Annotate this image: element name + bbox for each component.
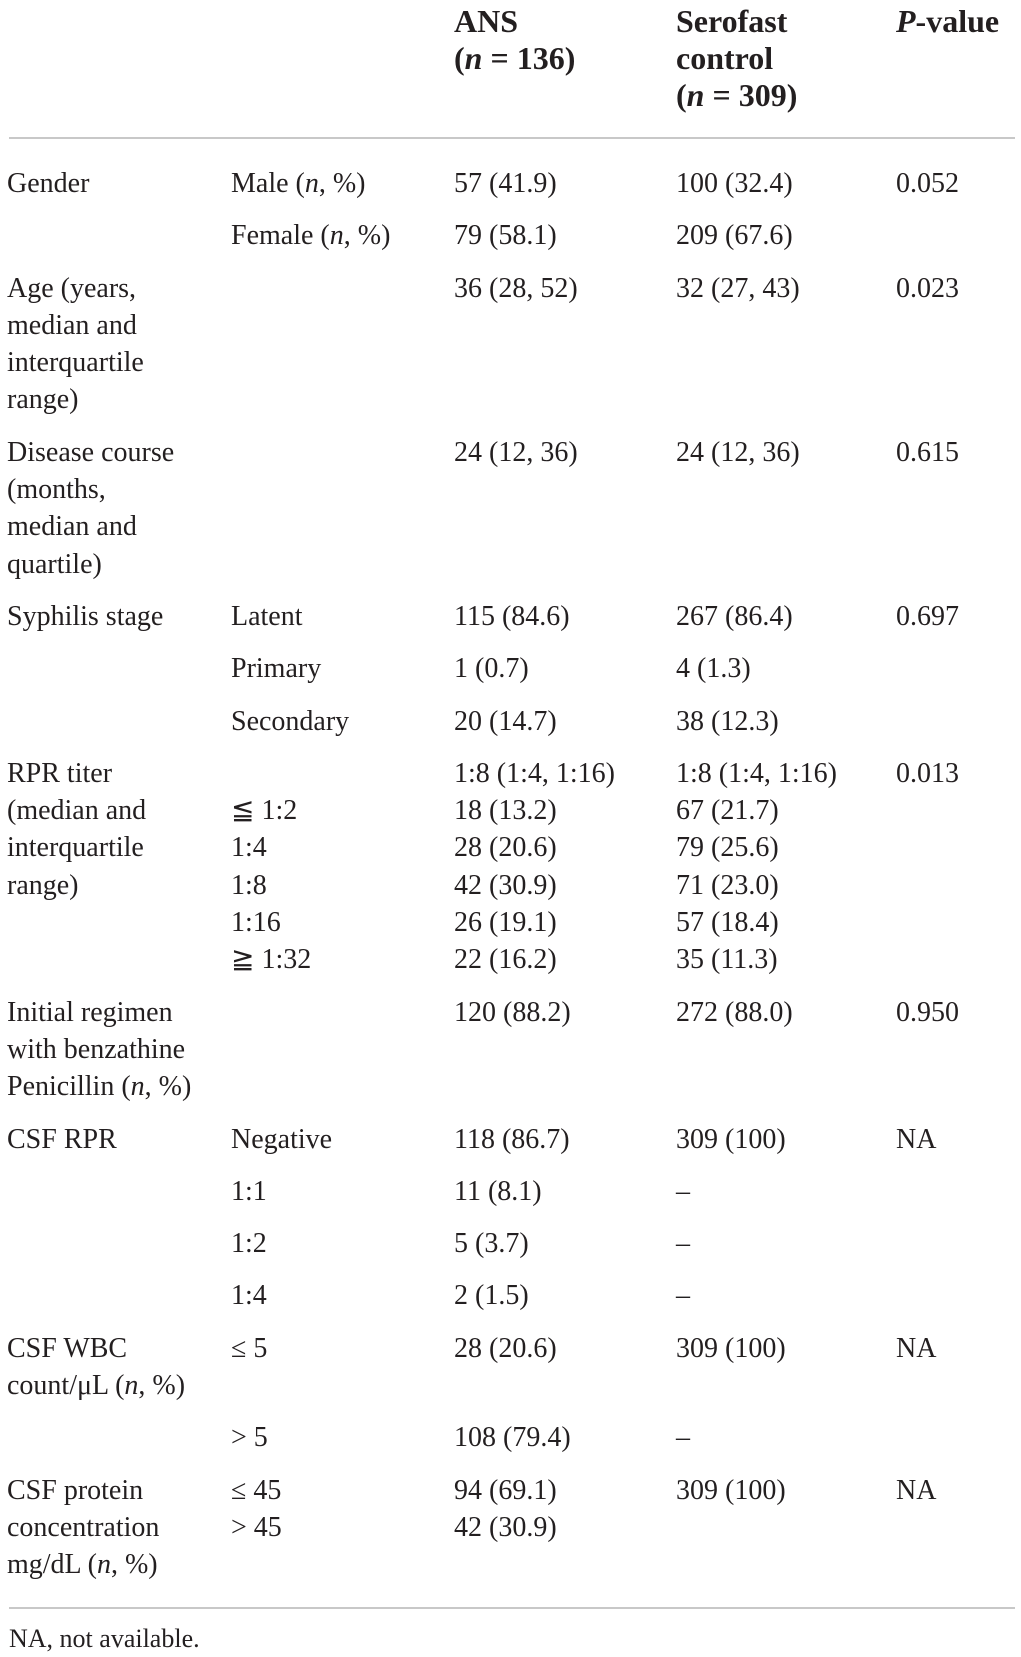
ans-cell (454, 1225, 676, 1277)
p-value: NA (896, 1332, 937, 1364)
characteristic-line: Disease course (7, 436, 175, 468)
control-cell (676, 434, 896, 598)
p-value-cell (896, 1330, 1021, 1420)
ans-value: 79 (58.1) (454, 220, 557, 252)
table-row (0, 1225, 1021, 1277)
p-value: 0.615 (896, 436, 959, 468)
control-cell (676, 598, 896, 650)
characteristic-cell (0, 703, 231, 755)
table-row (0, 1472, 1021, 1599)
characteristic-line: CSF protein (7, 1474, 144, 1506)
ans-value: 24 (12, 36) (454, 436, 578, 468)
ans-value: 42 (30.9) (454, 1511, 557, 1543)
category-cell (231, 994, 454, 1121)
control-cell (676, 1277, 896, 1329)
category-line: 1:1 (231, 1175, 267, 1207)
header-ans-title: ANS (454, 3, 519, 39)
control-value: – (676, 1228, 690, 1260)
characteristic-cell (0, 1225, 231, 1277)
control-cell (676, 650, 896, 702)
control-cell (676, 217, 896, 269)
category-line: ≤ 45 (231, 1474, 282, 1506)
table-row (0, 1330, 1021, 1420)
ans-value: 42 (30.9) (454, 869, 557, 901)
header-control-title-line1: Serofast (676, 3, 788, 39)
ans-value: 2 (1.5) (454, 1280, 529, 1312)
category-cell (231, 1419, 454, 1471)
p-value-cell (896, 1419, 1021, 1471)
category-line: Male (n, %) (231, 168, 366, 199)
characteristic-cell (0, 165, 231, 217)
control-cell (676, 994, 896, 1121)
category-line: 1:4 (231, 832, 267, 864)
p-value-cell (896, 434, 1021, 598)
ans-value: 5 (3.7) (454, 1228, 529, 1260)
header-control-n: (n = 309) (676, 77, 798, 113)
table-row (0, 650, 1021, 702)
category-line: ≤ 5 (231, 1332, 268, 1364)
characteristic-line: RPR titer (7, 757, 113, 789)
category-cell (231, 703, 454, 755)
category-line: Latent (231, 600, 303, 632)
ans-cell (454, 598, 676, 650)
characteristic-line: Initial regimen (7, 996, 173, 1028)
ans-value: 20 (14.7) (454, 705, 557, 737)
table-row (0, 1173, 1021, 1225)
characteristic-cell (0, 650, 231, 702)
characteristic-line: (median and (7, 795, 147, 827)
category-cell (231, 650, 454, 702)
table-row (0, 217, 1021, 269)
ans-value: 1:8 (1:4, 1:16) (454, 757, 615, 789)
ans-cell (454, 755, 676, 994)
p-value: 0.950 (896, 996, 959, 1028)
category-line: ≧ 1:32 (231, 944, 312, 976)
characteristic-line: Penicillin (n, %) (7, 1071, 192, 1103)
characteristic-cell (0, 994, 231, 1121)
category-line: Female (n, %) (231, 220, 391, 252)
control-cell (676, 703, 896, 755)
ans-cell (454, 434, 676, 598)
category-line: Primary (231, 653, 322, 685)
table-row (0, 1121, 1021, 1173)
p-value: 0.013 (896, 757, 959, 789)
control-value: – (676, 1175, 690, 1207)
category-line: > 5 (231, 1422, 268, 1454)
p-value-cell (896, 1472, 1021, 1599)
ans-cell (454, 217, 676, 269)
ans-cell (454, 165, 676, 217)
category-line: 1:2 (231, 1228, 267, 1260)
control-cell (676, 1419, 896, 1471)
control-value: 38 (12.3) (676, 705, 779, 737)
control-cell (676, 270, 896, 434)
control-value: 1:8 (1:4, 1:16) (676, 757, 837, 789)
characteristic-line: interquartile (7, 832, 144, 864)
control-cell (676, 1173, 896, 1225)
category-cell (231, 217, 454, 269)
header-p-value (896, 3, 999, 40)
category-cell (231, 434, 454, 598)
p-value-cell (896, 598, 1021, 650)
characteristic-line: CSF RPR (7, 1123, 117, 1155)
characteristic-line: range) (7, 384, 79, 416)
ans-value: 115 (84.6) (454, 600, 570, 632)
table-row (0, 1277, 1021, 1329)
header-control-title-line2: control (676, 40, 774, 76)
p-value: NA (896, 1123, 937, 1155)
category-cell (231, 1472, 454, 1599)
ans-value: 94 (69.1) (454, 1474, 557, 1506)
control-value: 209 (67.6) (676, 220, 793, 252)
characteristic-cell (0, 1277, 231, 1329)
characteristic-line: (months, (7, 474, 106, 506)
category-line: Negative (231, 1123, 333, 1155)
characteristic-cell (0, 1121, 231, 1173)
p-value: 0.052 (896, 168, 959, 199)
p-value-cell (896, 703, 1021, 755)
data-table (0, 165, 1021, 1599)
ans-cell (454, 1121, 676, 1173)
ans-cell (454, 1419, 676, 1471)
footer-rule (9, 1607, 1015, 1609)
characteristic-line: count/μL (n, %) (7, 1370, 186, 1402)
ans-value: 28 (20.6) (454, 1332, 557, 1364)
p-value: 0.023 (896, 272, 959, 304)
control-value: 67 (21.7) (676, 795, 779, 827)
characteristic-cell (0, 1419, 231, 1471)
ans-value: 36 (28, 52) (454, 272, 578, 304)
ans-cell (454, 1173, 676, 1225)
characteristic-cell (0, 270, 231, 434)
ans-value: 57 (41.9) (454, 168, 557, 199)
characteristic-line: with benzathine (7, 1033, 186, 1065)
control-value: 79 (25.6) (676, 832, 779, 864)
characteristic-line: Age (years, (7, 272, 137, 304)
p-value-cell (896, 994, 1021, 1121)
ans-value: 11 (8.1) (454, 1175, 542, 1207)
control-value: 309 (100) (676, 1123, 786, 1155)
characteristic-line: interquartile (7, 347, 144, 379)
control-value: 272 (88.0) (676, 996, 793, 1028)
table-row (0, 598, 1021, 650)
control-value: 309 (100) (676, 1332, 786, 1364)
p-value-cell (896, 1121, 1021, 1173)
control-value: 100 (32.4) (676, 168, 793, 199)
control-value: – (676, 1422, 690, 1454)
table-row (0, 434, 1021, 598)
characteristic-line: median and (7, 309, 137, 341)
control-cell (676, 1330, 896, 1420)
control-value: 309 (100) (676, 1474, 786, 1506)
control-value: 267 (86.4) (676, 600, 793, 632)
control-cell (676, 1225, 896, 1277)
control-cell (676, 755, 896, 994)
characteristic-line: Syphilis stage (7, 600, 164, 632)
characteristic-line: CSF WBC (7, 1332, 128, 1364)
category-cell (231, 1330, 454, 1420)
category-line: 1:8 (231, 869, 267, 901)
header-ans-n: (n = 136) (454, 40, 576, 76)
footnote: NA, not available. (9, 1624, 200, 1653)
control-value: 24 (12, 36) (676, 436, 800, 468)
characteristic-cell (0, 1173, 231, 1225)
characteristic-cell (0, 217, 231, 269)
control-value: 57 (18.4) (676, 907, 779, 939)
header-serofast-control (676, 3, 797, 114)
control-value: 32 (27, 43) (676, 272, 800, 304)
control-value: 71 (23.0) (676, 869, 779, 901)
p-value-cell (896, 270, 1021, 434)
category-line: > 45 (231, 1511, 282, 1543)
category-line: ≦ 1:2 (231, 795, 298, 827)
header-rule (9, 137, 1015, 139)
table-row (0, 703, 1021, 755)
control-value: 35 (11.3) (676, 944, 778, 976)
category-cell (231, 270, 454, 434)
table-row (0, 165, 1021, 217)
ans-value: 1 (0.7) (454, 653, 529, 685)
characteristic-line: median and (7, 511, 137, 543)
ans-cell (454, 650, 676, 702)
ans-value: 120 (88.2) (454, 996, 571, 1028)
ans-cell (454, 994, 676, 1121)
p-value-cell (896, 650, 1021, 702)
characteristic-line: Gender (7, 168, 90, 199)
p-value-cell (896, 217, 1021, 269)
category-line: Secondary (231, 705, 350, 737)
ans-cell (454, 1277, 676, 1329)
ans-cell (454, 270, 676, 434)
control-value: 4 (1.3) (676, 653, 751, 685)
ans-cell (454, 703, 676, 755)
category-line: 1:4 (231, 1280, 267, 1312)
ans-value: 108 (79.4) (454, 1422, 571, 1454)
category-cell (231, 1121, 454, 1173)
characteristic-cell (0, 598, 231, 650)
ans-value: 26 (19.1) (454, 907, 557, 939)
category-cell (231, 1277, 454, 1329)
p-value-cell (896, 1277, 1021, 1329)
p-value: 0.697 (896, 600, 959, 632)
header-p-value-title: P-value (896, 3, 1000, 39)
characteristic-cell (0, 1330, 231, 1420)
ans-value: 118 (86.7) (454, 1123, 570, 1155)
category-spacer (231, 755, 454, 792)
category-line: 1:16 (231, 907, 281, 939)
characteristic-cell (0, 755, 231, 994)
ans-cell (454, 1330, 676, 1420)
control-cell (676, 165, 896, 217)
header-ans (454, 3, 575, 77)
p-value-cell (896, 1225, 1021, 1277)
p-value-cell (896, 755, 1021, 994)
characteristic-line: concentration (7, 1511, 160, 1543)
ans-cell (454, 1472, 676, 1599)
category-cell (231, 598, 454, 650)
control-cell (676, 1472, 896, 1599)
characteristic-line: quartile) (7, 548, 102, 580)
category-cell (231, 755, 454, 994)
category-cell (231, 1225, 454, 1277)
characteristic-cell (0, 1472, 231, 1599)
characteristic-line: range) (7, 869, 79, 901)
table-row (0, 1419, 1021, 1471)
control-value: – (676, 1280, 690, 1312)
table-row (0, 994, 1021, 1121)
table-row (0, 270, 1021, 434)
p-value-cell (896, 165, 1021, 217)
control-cell (676, 1121, 896, 1173)
characteristic-cell (0, 434, 231, 598)
table-row (0, 755, 1021, 994)
ans-value: 22 (16.2) (454, 944, 557, 976)
category-cell (231, 1173, 454, 1225)
p-value: NA (896, 1474, 937, 1506)
category-cell (231, 165, 454, 217)
ans-value: 18 (13.2) (454, 795, 557, 827)
characteristic-line: mg/dL (n, %) (7, 1549, 158, 1581)
p-value-cell (896, 1173, 1021, 1225)
ans-value: 28 (20.6) (454, 832, 557, 864)
